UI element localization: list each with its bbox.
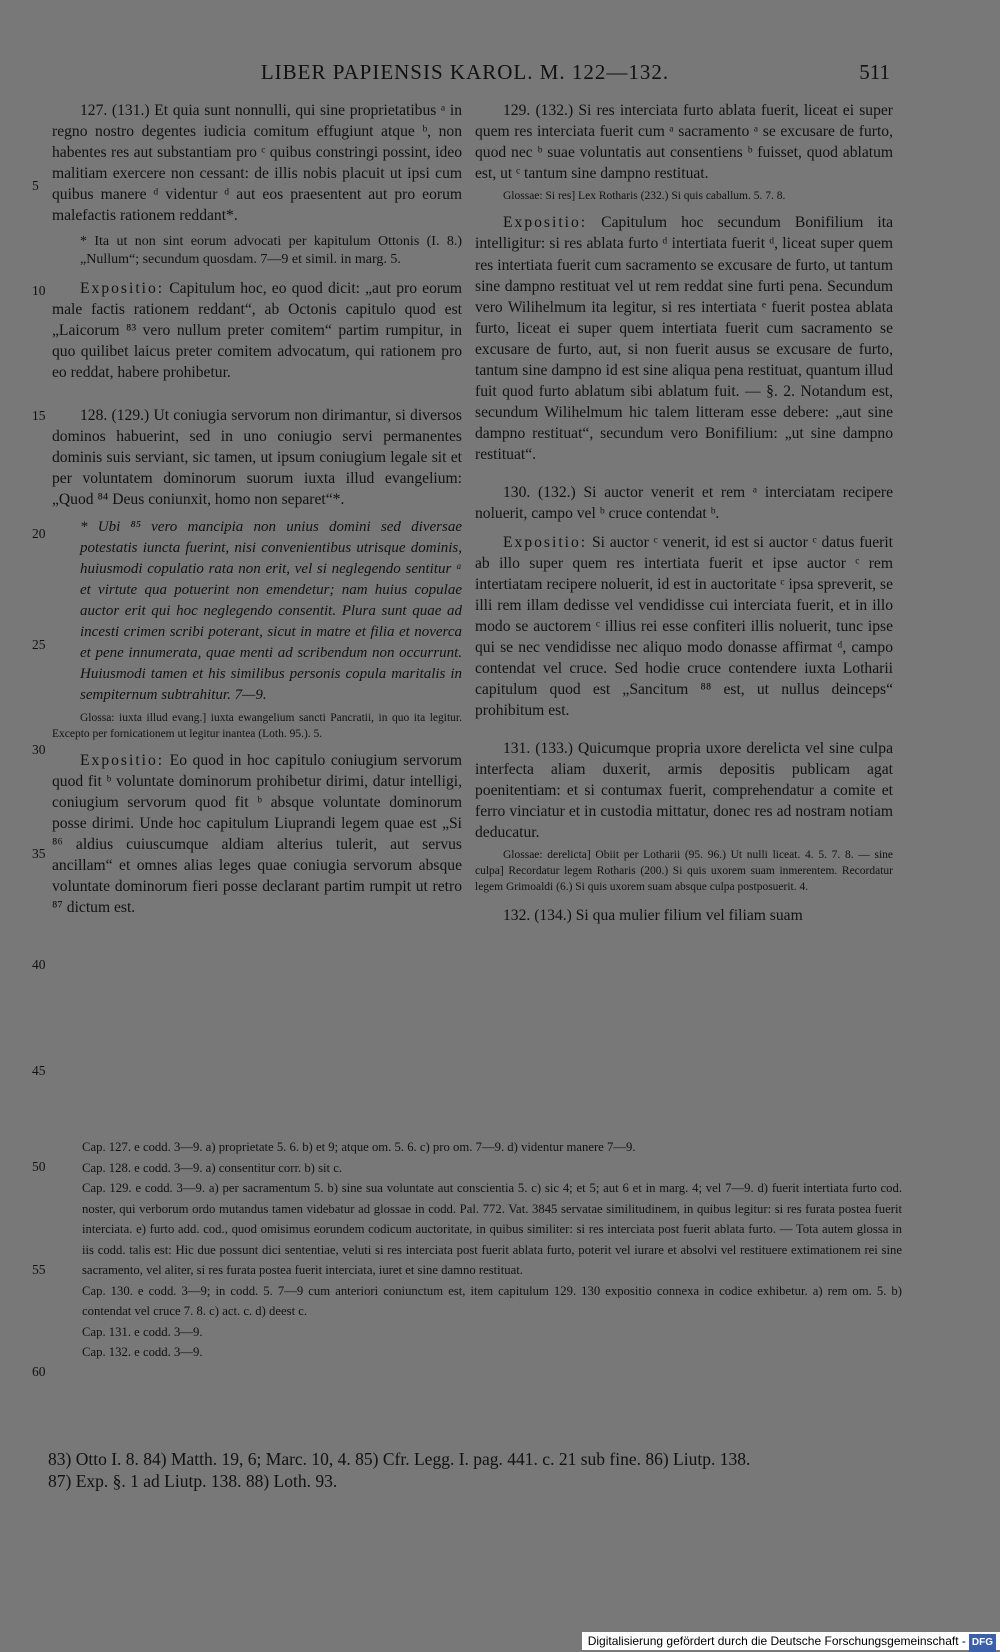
line-number: 50: [32, 1159, 46, 1174]
chapter-129: 129. (132.) Si res interciata furto ablata fuerit, liceat ei super quem res interciata fuerit cum ᵃ sacramento ᵃ se excusare de furto, quod nec ᵇ suae voluntatis aut consentiens ᵇ fuisset, quod ablatum est, ut ᶜ tantum sine dampno restituat.: [475, 102, 893, 183]
expositio-text: Capitulum hoc, eo quod dicit: „aut pro eorum male factis rationem reddant“, ab Octonis capitulo quod est „Laicorum ⁸³ vero nullum preter comitem“ partim rumpitur, in quo quilibet laicus preter comitem advocatum, qui rationem pro eo reddat, habere prohibetur.: [52, 279, 462, 381]
dfg-logo: DFG: [969, 1634, 996, 1652]
line-number: 5: [32, 178, 39, 193]
right-column: [475, 100, 893, 926]
line-number: 55: [32, 1262, 46, 1277]
digitization-footer: [582, 1632, 1000, 1650]
expositio: [52, 750, 462, 919]
expositio-text: Eo quod in hoc capitulo coniugium servorum quod fit ᵇ voluntate dominorum prohibetur dirimi, datur intelligi, coniugium servorum quod fit ᵇ absque voluntate dominorum posse dirimi. Unde hoc capitulum Liuprandi legem quae est „Si ⁸⁶ aldius cuiuscumque aldiam alterius tulerit, aut servus ancillam“ et omnes alias leges quae coniugia servorum absque voluntate dominorum fieri posse declarant partim rumpit ut retro ⁸⁷ dictum est.: [52, 751, 462, 917]
apparatus-entry: Cap. 132. e codd. 3—9.: [82, 1345, 203, 1359]
line-number: 20: [32, 526, 46, 541]
line-number: 45: [32, 1063, 46, 1078]
chapter-128: 128. (129.) Ut coniugia servorum non dirimantur, si diversos dominos habuerint, sed in uno coniugio servi permanentes dominis suis serviant, sic tamen, ut ipsum coniugium legale sit et per voluntatem dominorum suorum iuxta illud evangelium: „Quod ⁸⁴ Deus coniunxit, homo non separet“*.: [52, 407, 462, 509]
expositio-text: Capitulum hoc secundum Bonifilium ita intelligitur: si res ablata furto ᵈ intertiata fuerit ᵈ, liceat super quem res intertiata fuerit cum sacramento se excusare de furto, ut tantum sine dampno restituat vel ut rem reddat sine furti pena. Secundum vero Wilihelmum ita legitur, si res intertiata ᵉ fuerit postea ablata furto, liceat ei super quem intertiata fuerit cum sacramento se excusare de furto, aut, si non fuerit ausus se excusare de furto, tantum sine dampno id est sine aliqua pena restituat, quantum illud fuit quod furto ablatum sibi ablatum fuit. — §. 2. Notandum est, secundum Wilihelmum hic talem litteram esse debere: „aut sine dampno restituat“, secundum vero Bonifilium: „ut sine dampno restituat“.: [475, 214, 893, 464]
page-number: 511: [859, 60, 890, 84]
line-number: 30: [32, 742, 46, 757]
critical-apparatus: [32, 1137, 902, 1379]
expositio: [475, 212, 893, 465]
line-number: 25: [32, 637, 46, 652]
apparatus-entry: Cap. 130. e codd. 3—9; in codd. 5. 7—9 cum anteriori coniunctum est, item capitulum 129. 130 expositio connexa in codice exhibetur. a) rem om. 5. b) contendat vel cruce 7. 8. c) act. c. d) deest c.: [82, 1283, 902, 1318]
footer-text: Digitalisierung gefördert durch die Deutsche Forschungsgemeinschaft -: [587, 1634, 966, 1648]
expositio-label: Expositio:: [80, 751, 165, 769]
glossae: Glossae: Si res] Lex Rotharis (232.) Si quis caballum. 5. 7. 8.: [503, 190, 786, 203]
expositio-label: Expositio:: [503, 214, 588, 232]
reference-line: 83) Otto I. 8. 84) Matth. 19, 6; Marc. 10, 4. 85) Cfr. Legg. I. pag. 441. c. 21 sub fine. 86) Liutp. 138.: [48, 1449, 751, 1469]
reference-line: 87) Exp. §. 1 ad Liutp. 138. 88) Loth. 93.: [48, 1471, 338, 1491]
apparatus-entry: Cap. 128. e codd. 3—9. a) consentitur corr. b) sit c.: [82, 1160, 343, 1175]
line-number: 40: [32, 957, 46, 972]
line-number: 10: [32, 283, 46, 298]
left-column: [52, 100, 462, 918]
running-title: LIBER PAPIENSIS KAROL. M. 122—132.: [260, 60, 670, 84]
chapter-130: 130. (132.) Si auctor venerit et rem ᵃ interciatam recipere noluerit, campo vel ᵇ cruce contendat ᵇ.: [475, 483, 893, 522]
expositio-label: Expositio:: [503, 533, 588, 551]
apparatus-entry: Cap. 131. e codd. 3—9.: [82, 1324, 203, 1339]
source-references: [48, 1448, 908, 1492]
line-number: 35: [32, 846, 46, 861]
apparatus-entry: Cap. 129. e codd. 3—9. a) per sacramentum 5. b) sine sua voluntate aut conscientia 5. c) sic 4; et 5; aut 6 et in marg. 4; vel 7—9. d) fuerit intertiata furto cod. noster, qui verborum ordo mutandus tamen videbatur ad glossae in codd. Pal. 772. Vat. 3845 servatae similitudinem, in quibus legitur: si res furata postea fuerit interciata. e) furto add. cod., quod omisimus eorundem codicum auctoritate, in quibus similiter: si res interciata post fuerit ablata furto. — Tota autem glossa in iis codd. talis est: Hic due possunt dici sententiae, veluti si res interciata post fuerit ablata furto, poterit vel iurare et absolvi vel restituere extimationem rei sine sacramento, vel aliter, si res furata postea fuerit interciata, iuret et sine damno restituat.: [82, 1181, 902, 1277]
line-number: 60: [32, 1364, 46, 1379]
chapter-note: * Ubi ⁸⁵ vero mancipia non unius domini sed diversae potestatis iuncta fuerint, nisi convenientibus utrisque dominis, huiusmodi copulatio rata non erit, vel si neglegendo sentitur ᵃ et virtute qua potuerint non emendetur; nam huius copulae auctor erit qui hoc neglegendo consentit. Plura sunt quae ad incesti crimen scribi poterant, sicut in matre et filia et noverca et pene innumerata, quae menti ad scribendum non occurrunt. Huiusmodi tamen et his similibus personis copula maritalis in sempiternum subtrahitur. 7—9.: [80, 518, 462, 703]
glossa: Glossa: iuxta illud evang.] iuxta ewangelium sancti Pancratii, in quo ita legitur. Excepto per fornicationem ut legitur inantea (Loth. 95.). 5.: [52, 711, 462, 740]
expositio-label: Expositio:: [80, 279, 165, 297]
expositio: [475, 532, 893, 722]
chapter-132: 132. (134.) Si qua mulier filium vel filiam suam: [503, 907, 803, 924]
chapter-127: 127. (131.) Et quia sunt nonnulli, qui sine proprietatibus ᵃ in regno nostro degentes iudicia comitum effugiunt atque ᵇ, non habentes res aut substantiam pro ᶜ quibus constringi possint, ideo malitiam exercere non cessant: de illis nobis placuit ut ipsi cum quibus manere ᵈ videntur ᵈ aut eos praesentent aut pro eorum malefactis rationem reddant*.: [52, 102, 462, 225]
line-number: 15: [32, 408, 46, 423]
apparatus-entry: Cap. 127. e codd. 3—9. a) proprietate 5. 6. b) et 9; atque om. 5. 6. c) pro om. 7—9. d) videntur manere 7—9.: [82, 1140, 636, 1154]
chapter-131: 131. (133.) Quicumque propria uxore derelicta vel sine culpa interfecta aliam duxerit, armis depositis publicam agat poenitentiam: et si contumax fuerit, comprehendatur a comite et ferro vinciatur et in custodia mittatur, donec res ad nostram notiam deducatur.: [475, 739, 893, 841]
page-header: [40, 60, 890, 90]
expositio-text: Si auctor ᶜ venerit, id est si auctor ᶜ datus fuerit ab illo super quem res intertiata fuerit et ipse auctor ᶜ rem intertiatam recipere noluerit, id est in auctoritate ᶜ ipsa spreverit, se illi rem illam dedisse vel vendidisse cui interciata fuerit, et in illo modo se auctorem ᶜ illius rei esse confiteri illis noluerit, tunc ipse qui se nec vendidisse nec aliquo modo donasse affirmat ᵈ, campo contendat vel cruce. Sed hodie cruce contendere iuxta Lotharii capitulum quod est „Sancitum ⁸⁸ est, ut nullus deinceps“ prohibitum est.: [475, 533, 893, 720]
chapter-note: * Ita ut non sint eorum advocati per kapitulum Ottonis (I. 8.) „Nullum“; secundum quosdam. 7—9 et simil. in marg. 5.: [80, 233, 462, 268]
expositio: [52, 278, 462, 383]
glossae: Glossae: derelicta] Obiit per Lotharii (95. 96.) Ut nulli liceat. 4. 5. 7. 8. — sine culpa] Recordatur legem Rotharis (200.) Si quis uxorem suam inmerentem. Recordatur legem Grimoaldi (6.) Si quis uxorem suam absque culpa postposuerit. 4.: [475, 849, 893, 893]
